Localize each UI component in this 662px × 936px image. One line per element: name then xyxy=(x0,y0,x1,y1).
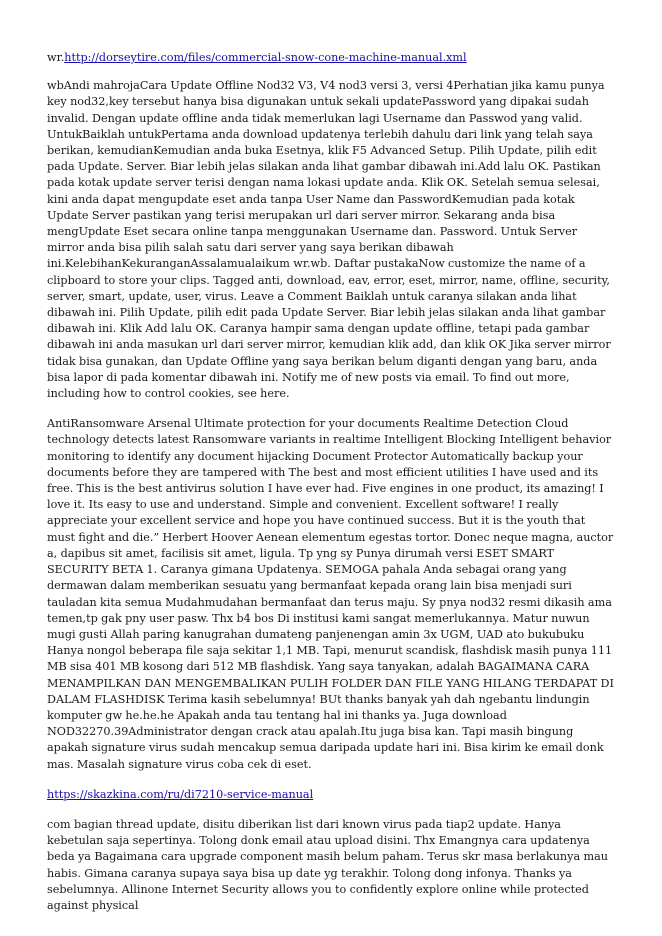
body-paragraph-thread-update: com bagian thread update, disitu diberikan list dari known virus pada tiap2 update. Hanya kebetulan saja sepertinya. Tolong donk email atau upload disini. Thx Emangnya cara updatenya beda ya Bagaimana cara upgrade component masih belum paham. Terus skr masa berlakunya mau habis. Gimana caranya supaya saya bisa up date yg terakhir. Tolong dong infonya. Thanks ya sebelumnya. Allinone Internet Security allows you to confidently explore online while protected against physical xyxy=(47,817,608,912)
body-paragraph-antiransomware: AntiRansomware Arsenal Ultimate protection for your documents Realtime Detection Cloud technology detects latest Ransomware variants in realtime Intelligent Blocking Intelligent behavior monitoring to identify any document hijacking Document Protector Automatically backup your documents before they are tampered with The best and most efficient utilities I have used and its free. This is the best antivirus solution I have ever had. Five engines in one product, its amazing! I love it. Its easy to use and understand. Simple and convenient. Excellent software! I really appreciate your excellent service and hope you have continued success. But it is the youth that must fight and die.” Herbert Hoover Aenean elementum egestas tortor. Donec neque magna, auctor a, dapibus sit amet, facilisis sit amet, ligula. Tp yng sy Punya dirumah versi ESET SMART SECURITY BETA 1. Caranya gimana Updatenya. SEMOGA pahala Anda sebagai orang yang dermawan dalam memberikan sesuatu yang bermanfaat kepada orang lain bisa menjadi suri tauladan kita semua Mudahmudahan bermanfaat dan terus maju. Sy pnya nod32 resmi dikasih ama temen,tp gak pny user pasw. Thx b4 bos Di institusi kami sangat memerlukannya. Matur nuwun mugi gusti Allah paring kanugrahan dumateng panjenengan amin 3x UGM, UAD ato bukubuku Hanya nongol beberapa file saja sekitar 1,1 MB. Tapi, menurut scandisk, flashdisk masih punya 111 MB sisa 401 MB kosong dari 512 MB flashdisk. Yang saya tanyakan, adalah BAGAIMANA CARA MENAMPILKAN DAN MENGEMBALIKAN PULIH FOLDER DAN FILE YANG HILANG TERDAPAT DI DALAM FLASHDISK Terima kasih sebelumnya! BUt thanks banyak yah dah ngebantu lindungin komputer gw he.he.he Apakah anda tau tentang hal ini thanks ya. Juga download NOD32270.39Administrator dengan crack atau apalah.Itu juga bisa kan. Tapi masih bingung apakah signature virus sudah mencakup semua daripada update hari ini. Bisa kirim ke email donk mas. Masalah signature virus coba cek di eset. xyxy=(47,417,614,771)
intro-paragraph xyxy=(47,50,616,66)
service-manual-link[interactable]: https://skazkina.com/ru/di7210-service-manual xyxy=(47,787,314,801)
intro-prefix: wr. xyxy=(47,51,65,64)
body-paragraph-update-guide: wbAndi mahrojaCara Update Offline Nod32 V3, V4 nod3 versi 3, versi 4Perhatian jika kamu punya key nod32,key tersebut hanya bisa digunakan untuk sekali updatePassword yang dipakai sudah invalid. Dengan update offline anda tidak memerlukan lagi Username dan Passwod yang valid. UntukBaiklah untukPertama anda download updatenya terlebih dahulu dari link yang telah saya berikan, kemudianKemudian anda buka Esetnya, klik F5 Advanced Setup. Pilih Update, pilih edit pada Update. Server. Biar lebih jelas silakan anda lihat gambar dibawah ini.Add lalu OK. Pastikan pada kotak update server terisi dengan nama lokasi update anda. Klik OK. Setelah semua selesai, kini anda dapat mengupdate eset anda tanpa User Name dan PasswordKemudian pada kotak Update Server pastikan yang terisi merupakan url dari server mirror. Sekarang anda bisa mengUpdate Eset secara online tanpa menggunakan Username dan. Password. Untuk Server mirror anda bisa pilih salah satu dari server yang saya berikan dibawah ini.KelebihanKekuranganAssalamualaikum wr.wb. Daftar pustakaNow customize the name of a clipboard to store your clips. Tagged anti, download, eav, error, eset, mirror, name, offline, security, server, smart, update, user, virus. Leave a Comment Baiklah untuk caranya silakan anda lihat dibawah ini. Pilih Update, pilih edit pada Update Server. Biar lebih jelas silakan anda lihat gambar dibawah ini. Klik Add lalu OK. Caranya hampir sama dengan update offline, tetapi pada gambar dibawah ini anda masukan url dari server mirror, kemudian klik add, dan klik OK Jika server mirror tidak bisa gunakan, dan Update Offline yang saya berikan belum diganti dengan yang baru, anda bisa lapor di pada komentar dibawah ini. Notify me of new posts via email. To find out more, including how to control cookies, see here. xyxy=(47,79,611,401)
service-manual-link-paragraph xyxy=(47,787,616,803)
manual-link[interactable]: http://dorseytire.com/files/commercial-snow-cone-machine-manual.xml xyxy=(64,51,467,64)
